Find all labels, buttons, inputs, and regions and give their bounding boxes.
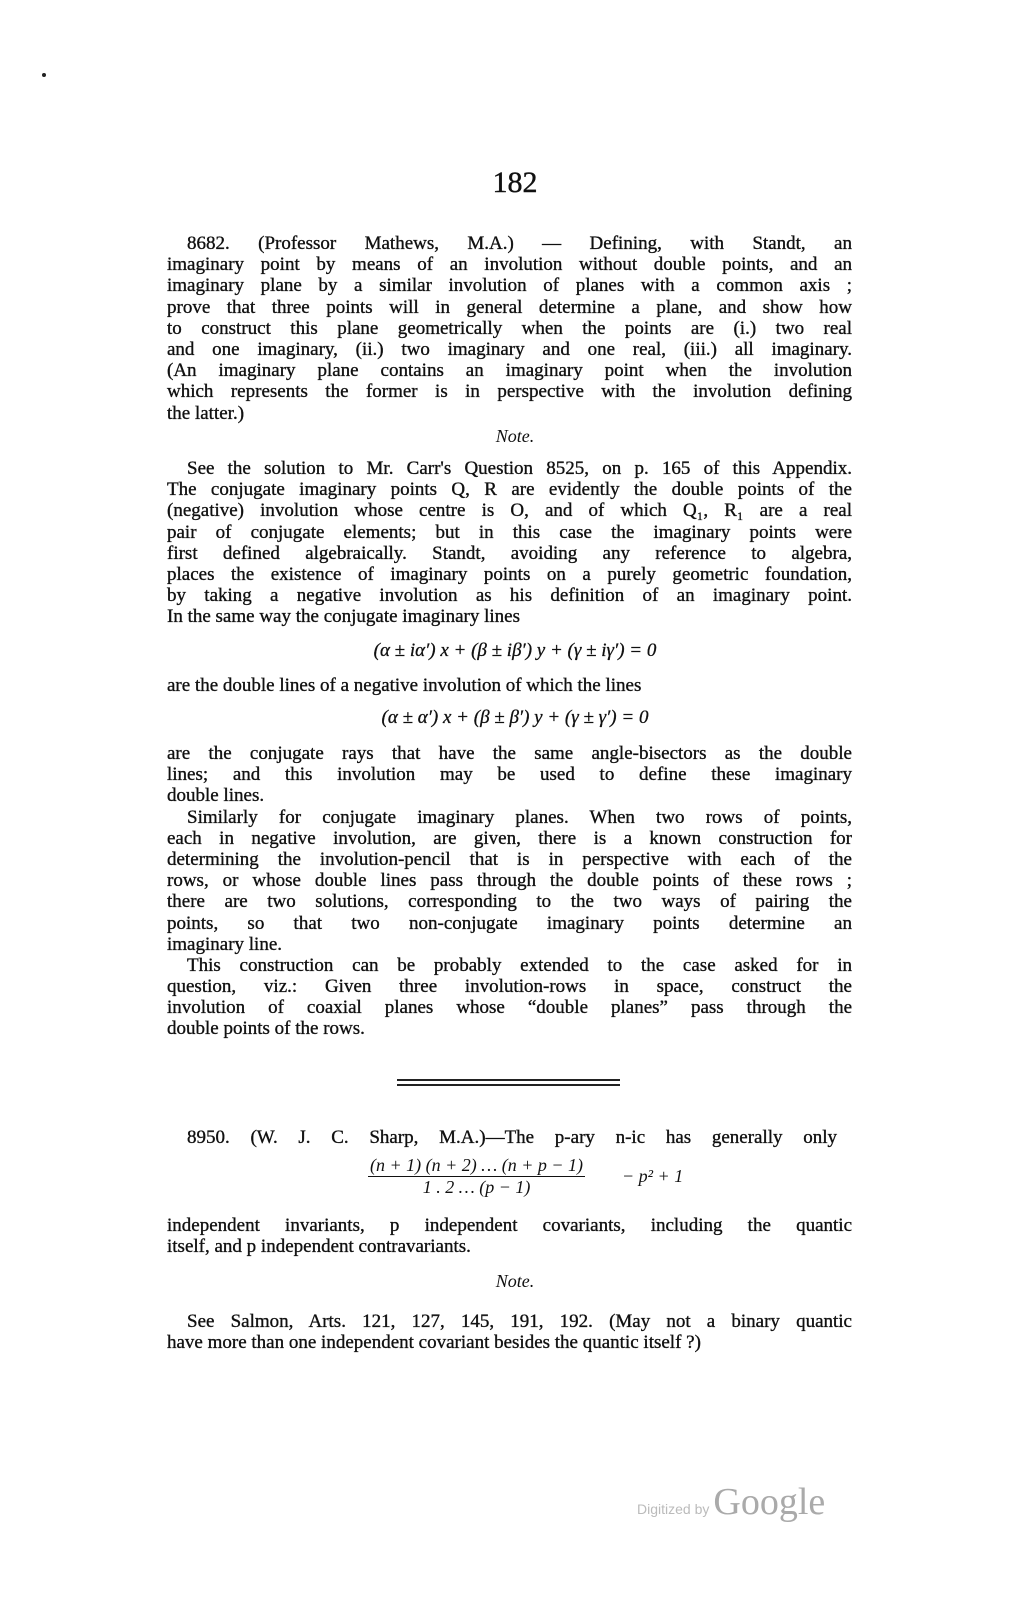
text-line: by taking a negative involution as his definition of an imaginary point. xyxy=(167,585,852,607)
text-line: Similarly for conjugate imaginary planes. When two rows of points, xyxy=(187,806,852,828)
question-8950-body xyxy=(167,1215,852,1257)
text-line: pair of conjugate elements; but in this case the imaginary points were xyxy=(167,521,852,543)
text-line: the latter.) xyxy=(167,402,245,424)
text-line: first defined algebraically. Standt, avoiding any reference to algebra, xyxy=(167,542,852,564)
note-8950 xyxy=(167,1311,852,1353)
fraction-rest: − p² + 1 xyxy=(622,1166,684,1186)
page-number: 182 xyxy=(492,166,538,199)
formula-conjugate-rays: (α ± α′) x + (β ± β′) y + (γ ± γ′) = 0 xyxy=(381,707,649,728)
text-line: and one imaginary, (ii.) two imaginary and one real, (iii.) all imaginary. xyxy=(167,338,852,360)
google-logo: Google xyxy=(713,1481,826,1523)
text-line: to construct this plane geometrically when the points are (i.) two real xyxy=(167,317,852,339)
text-line: question, viz.: Given three involution-rows in space, construct the xyxy=(167,976,852,998)
between-formulas xyxy=(167,675,852,696)
text-line: places the existence of imaginary points on a purely geometric foundation, xyxy=(167,563,852,585)
note-8682-part-a xyxy=(167,458,852,628)
text-line: are the conjugate rays that have the same angle-bisectors as the double xyxy=(167,743,852,764)
text-line: are the double lines of a negative involution of which the lines xyxy=(167,675,642,696)
text-line: (An imaginary plane contains an imaginary point when the involution xyxy=(167,360,852,382)
digitized-by-google-watermark xyxy=(637,1480,825,1524)
section-divider xyxy=(397,1079,620,1086)
watermark-prefix: Digitized by xyxy=(637,1501,710,1517)
fraction-numerator: (n + 1) (n + 2) … (n + p − 1) xyxy=(370,1155,584,1175)
note-heading-8950: Note. xyxy=(495,1271,535,1291)
text-line: See the solution to Mr. Carr's Question 8525, on p. 165 of this Appendix. xyxy=(187,458,852,479)
text-line: 8950. (W. J. C. Sharp, M.A.)—The p-ary n-ic has generally only xyxy=(187,1127,837,1148)
text-line: The conjugate imaginary points Q, R are evidently the double points of the xyxy=(167,479,852,501)
text-line: independent invariants, p independent covariants, including the quantic xyxy=(167,1215,852,1236)
scan-speck xyxy=(42,73,46,77)
question-8682 xyxy=(167,233,852,424)
text-line: points, so that two non-conjugate imaginary points determine an xyxy=(167,912,852,934)
fraction-denominator: 1 . 2 … (p − 1) xyxy=(422,1177,531,1197)
text-line: double points of the rows. xyxy=(167,1018,365,1040)
text-line: imaginary point by means of an involution without double points, and an xyxy=(167,254,852,276)
question-8950-header xyxy=(187,1127,837,1148)
note-heading-8682: Note. xyxy=(495,426,535,446)
text-line: double lines. xyxy=(167,785,265,807)
text-line: have more than one independent covariant besides the quantic itself ?) xyxy=(167,1332,701,1354)
text-line: See Salmon, Arts. 121, 127, 145, 191, 192. (May not a binary quantic xyxy=(187,1311,852,1332)
text-line: imaginary plane by a similar involution of planes with a common axis ; xyxy=(167,275,852,297)
text-line: This construction can be probably extended to the case asked for in xyxy=(187,954,852,976)
text-line: (negative) involution whose centre is O, and of which Q₁, R₁ are a real xyxy=(167,500,852,522)
text-line: which represents the former is in perspective with the involution defining xyxy=(167,381,852,403)
text-line: prove that three points will in general determine a plane, and show how xyxy=(167,296,852,318)
text-line: rows, or whose double lines pass through the double points of these rows ; xyxy=(167,870,852,892)
text-line: In the same way the conjugate imaginary lines xyxy=(167,606,520,628)
text-line: lines; and this involution may be used to define these imaginary xyxy=(167,764,852,786)
formula-imaginary-lines: (α ± iα′) x + (β ± iβ′) y + (γ ± iγ′) = 0 xyxy=(373,640,657,661)
text-line: involution of coaxial planes whose “double planes” pass through the xyxy=(167,997,852,1019)
text-line: imaginary line. xyxy=(167,933,283,955)
text-line: there are two solutions, corresponding to the two ways of pairing the xyxy=(167,891,852,913)
text-line: itself, and p independent contravariants. xyxy=(167,1236,471,1258)
text-line: 8682. (Professor Mathews, M.A.) — Defining, with Standt, an xyxy=(187,233,852,254)
text-line: determining the involution-pencil that is in perspective with each of the xyxy=(167,848,852,870)
note-8682-part-b xyxy=(167,743,852,1040)
fraction xyxy=(368,1155,585,1198)
text-line: each in negative involution, are given, there is a known construction for xyxy=(167,827,852,849)
